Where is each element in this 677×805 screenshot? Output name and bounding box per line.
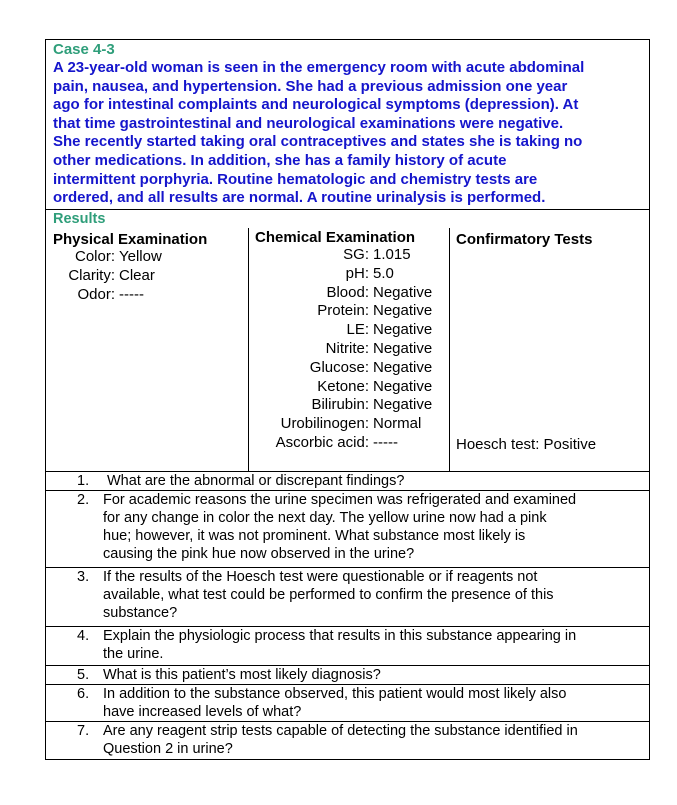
chemical-row: [250, 415, 432, 434]
chemical-label: Bilirubin:: [311, 396, 369, 414]
chemical-row: [250, 434, 432, 453]
question-row: [45, 626, 650, 666]
chemical-label: Urobilinogen:: [280, 415, 369, 433]
chemical-value: 1.015: [373, 246, 411, 263]
question-text: In addition to the substance observed, this patient would most likely also have increased levels of what?: [103, 686, 567, 720]
physical-exam-heading: Physical Examination: [53, 231, 208, 248]
results-title: Results: [53, 211, 106, 227]
chemical-label: Blood:: [326, 283, 369, 301]
case-box: [45, 39, 650, 210]
column-divider: [449, 228, 450, 471]
question-row: [45, 721, 650, 760]
chemical-row: [250, 378, 432, 397]
chemical-label: Protein:: [317, 302, 369, 320]
chemical-label: Nitrite:: [325, 339, 369, 357]
question-row: [45, 490, 650, 568]
chemical-label: LE:: [346, 321, 369, 339]
question-number: 5.: [77, 667, 90, 683]
question-text: Explain the physiologic process that results in this substance appearing in the urine.: [103, 628, 577, 662]
chemical-value: Negative: [373, 283, 433, 301]
question-number: 6.: [77, 686, 90, 702]
chemical-value: Normal: [373, 415, 422, 433]
chemical-label: pH:: [345, 264, 369, 282]
chemical-label: Glucose:: [309, 358, 369, 376]
chemical-value: Negative: [373, 339, 433, 357]
physical-row: [53, 267, 162, 286]
question-row: [45, 567, 650, 627]
question-text: If the results of the Hoesch test were questionable or if reagents not available, what test could be performed to confirm the presence of this substance?: [103, 569, 554, 621]
chemical-exam-list: [250, 246, 432, 453]
physical-value: Yellow: [119, 248, 162, 265]
physical-value: Clear: [119, 266, 155, 284]
chemical-label: Ketone:: [317, 377, 369, 395]
question-row: [45, 665, 650, 685]
question-row: [45, 684, 650, 722]
question-number: 3.: [77, 569, 90, 585]
column-divider: [248, 228, 249, 471]
question-text: What is this patient’s most likely diagnosis?: [103, 667, 381, 683]
results-box: [45, 209, 650, 472]
question-number: 1.: [77, 473, 90, 489]
chemical-value: Negative: [373, 358, 433, 376]
case-title: Case 4-3: [53, 41, 115, 58]
question-row: [45, 471, 650, 491]
chemical-row: [250, 359, 432, 378]
case-description: A 23-year-old woman is seen in the emergency room with acute abdominal pain, nausea, and hypertension. She had a previous admission one year ago for intestinal complaints and neurological symptoms (depression). At that time gastrointestinal and neurological examinations were negative. She recently started taking oral contraceptives and states she is taking no other medications. In addition, she has a family history of acute intermittent porphyria. Routine hematologic and chemistry tests are ordered, and all results are normal. A routine urinalysis is performed.: [53, 59, 585, 207]
chemical-row: [250, 284, 432, 303]
question-text: For academic reasons the urine specimen was refrigerated and examined for any change in color the next day. The yellow urine now had a pink hue; however, it was not prominent. What substance most likely is causing the pink hue now observed in the urine?: [103, 492, 577, 562]
chemical-row: [250, 396, 432, 415]
chemical-exam-heading: Chemical Examination: [255, 229, 416, 246]
chemical-value: Negative: [373, 377, 433, 395]
chemical-label: SG:: [343, 246, 369, 263]
question-number: 2.: [77, 492, 90, 508]
physical-label: Odor:: [77, 285, 115, 303]
chemical-label: Ascorbic acid:: [275, 433, 369, 451]
physical-value: -----: [119, 285, 144, 303]
physical-label: Color:: [74, 248, 115, 265]
chemical-value: Negative: [373, 321, 433, 339]
chemical-value: Negative: [373, 302, 433, 320]
chemical-row: [250, 246, 432, 265]
physical-row: [53, 248, 162, 267]
chemical-row: [250, 340, 432, 359]
chemical-row: [250, 321, 432, 340]
chemical-value: -----: [373, 433, 398, 451]
chemical-value: Negative: [373, 396, 433, 414]
question-text: Are any reagent strip tests capable of detecting the substance identified in Question 2 in urine?: [103, 723, 578, 757]
physical-exam-list: [53, 248, 162, 304]
physical-row: [53, 286, 162, 305]
chemical-value: 5.0: [373, 264, 394, 282]
chemical-row: [250, 302, 432, 321]
question-number: 4.: [77, 628, 90, 644]
hoesch-test-result: Hoesch test: Positive: [456, 436, 597, 453]
physical-label: Clarity:: [68, 266, 115, 284]
confirmatory-tests-heading: Confirmatory Tests: [456, 231, 593, 248]
chemical-row: [250, 265, 432, 284]
question-text: What are the abnormal or discrepant findings?: [107, 473, 405, 489]
question-number: 7.: [77, 723, 90, 739]
